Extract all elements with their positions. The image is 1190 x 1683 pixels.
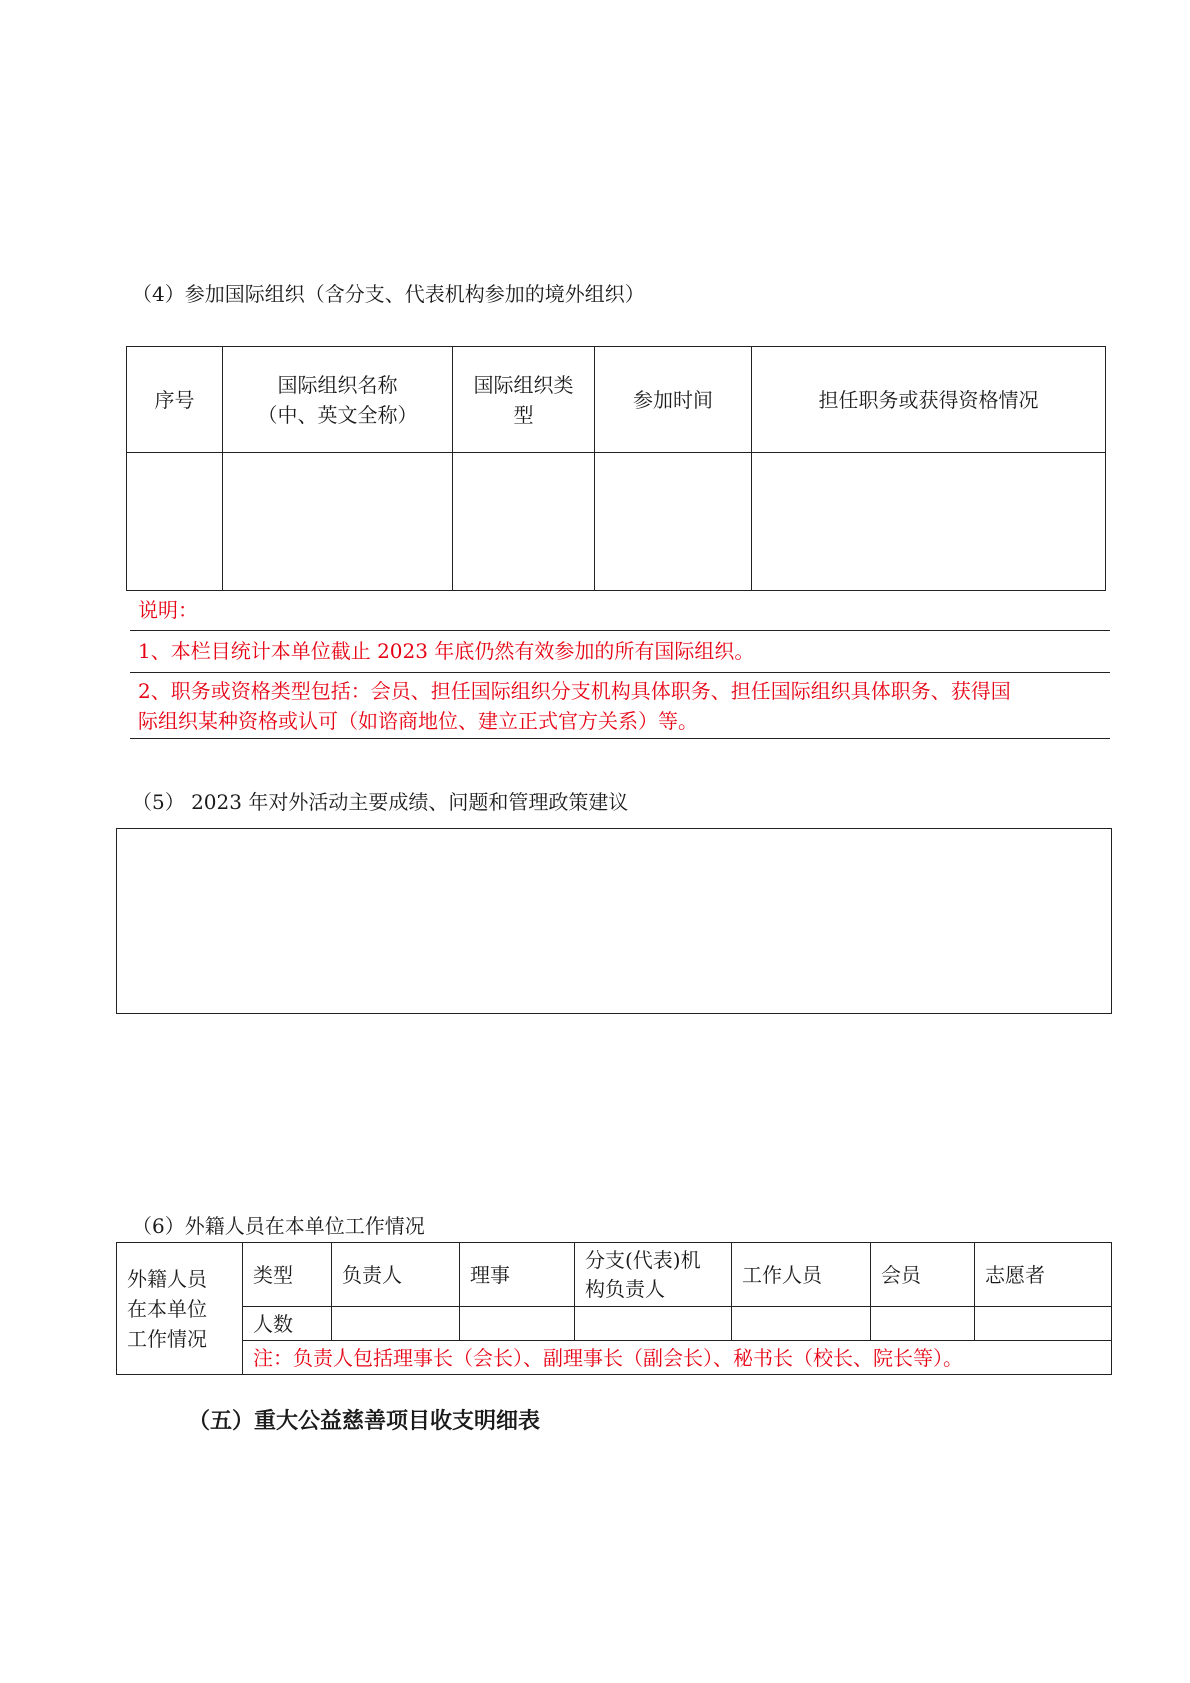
international-org-table <box>126 346 1106 591</box>
notes-title: 说明： <box>130 592 1110 631</box>
col-header-org-type: 国际组织类 型 <box>453 347 595 453</box>
cell-org-name[interactable] <box>223 453 453 591</box>
notes-item-2-line-2: 际组织某种资格或认可（如谘商地位、建立正式官方关系）等。 <box>138 709 698 733</box>
cell-staff-count[interactable] <box>732 1307 871 1341</box>
cell-org-type[interactable] <box>453 453 595 591</box>
col-header-volunteer: 志愿者 <box>975 1243 1112 1307</box>
notes-item-1: 1、本栏目统计本单位截止 2023 年底仍然有效参加的所有国际组织。 <box>130 632 1110 673</box>
col-header-org-name: 国际组织名称 （中、英文全称） <box>223 347 453 453</box>
col-header-position: 担任职务或获得资格情况 <box>752 347 1106 453</box>
section-4-title: （4）参加国际组织（含分支、代表机构参加的境外组织） <box>132 282 645 306</box>
col-header-leader: 负责人 <box>332 1243 460 1307</box>
cell-index[interactable] <box>127 453 223 591</box>
notes-item-2 <box>130 674 1110 739</box>
type-label: 类型 <box>243 1243 332 1307</box>
table-row <box>127 453 1106 591</box>
col-header-member: 会员 <box>871 1243 975 1307</box>
notes-item-2-line-1: 2、职务或资格类型包括：会员、担任国际组织分支机构具体职务、担任国际组织具体职务、获得国 <box>138 679 1011 703</box>
col-header-join-time: 参加时间 <box>595 347 752 453</box>
table-row <box>117 1341 1112 1375</box>
cell-volunteer-count[interactable] <box>975 1307 1112 1341</box>
count-label: 人数 <box>243 1307 332 1341</box>
table-header-row <box>127 347 1106 453</box>
col-header-director: 理事 <box>460 1243 575 1307</box>
col-header-index: 序号 <box>127 347 223 453</box>
table-row <box>117 1307 1112 1341</box>
section-5-input-box[interactable] <box>116 828 1112 1014</box>
cell-position[interactable] <box>752 453 1106 591</box>
col-header-staff: 工作人员 <box>732 1243 871 1307</box>
cell-leader-count[interactable] <box>332 1307 460 1341</box>
row-label: 外籍人员 在本单位 工作情况 <box>117 1243 243 1375</box>
section-5-title: （5） 2023 年对外活动主要成绩、问题和管理政策建议 <box>132 790 629 814</box>
section-6-title: （6）外籍人员在本单位工作情况 <box>132 1214 425 1238</box>
cell-join-time[interactable] <box>595 453 752 591</box>
col-header-branch-leader: 分支(代表)机 构负责人 <box>575 1243 732 1307</box>
foreign-staff-table <box>116 1242 1112 1375</box>
cell-director-count[interactable] <box>460 1307 575 1341</box>
section-five-title: （五）重大公益慈善项目收支明细表 <box>188 1409 541 1434</box>
cell-member-count[interactable] <box>871 1307 975 1341</box>
table-note: 注：负责人包括理事长（会长）、副理事长（副会长）、秘书长（校长、院长等）。 <box>243 1341 1112 1375</box>
table-row <box>117 1243 1112 1307</box>
cell-branch-leader-count[interactable] <box>575 1307 732 1341</box>
